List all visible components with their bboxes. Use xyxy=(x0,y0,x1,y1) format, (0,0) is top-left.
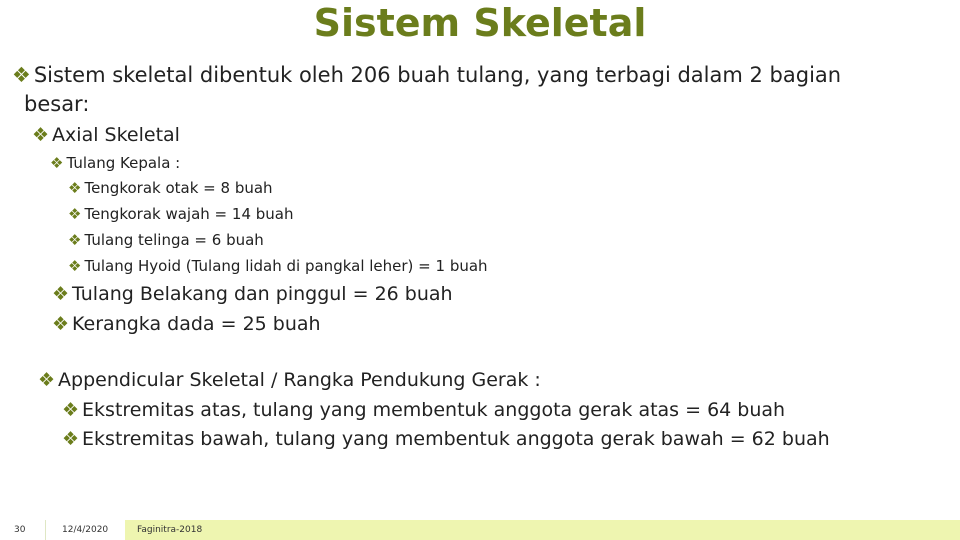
list-item xyxy=(68,178,273,198)
belakang-bullet xyxy=(52,282,453,306)
slide-author: Faginitra-2018 xyxy=(125,520,960,540)
list-item-text: Tulang Hyoid (Tulang lidah di pangkal leher) = 1 buah xyxy=(84,257,488,275)
appendicular-label: Appendicular Skeletal / Rangka Pendukung Gerak : xyxy=(58,369,541,391)
diamond-bullet-icon: ❖ xyxy=(52,283,70,305)
diamond-bullet-icon: ❖ xyxy=(38,369,56,391)
dada-text: Kerangka dada = 25 buah xyxy=(72,313,321,335)
intro-text-line1: Sistem skeletal dibentuk oleh 206 buah tulang, yang terbagi dalam 2 bagian xyxy=(33,63,842,87)
list-item xyxy=(62,398,785,422)
intro-text-line2: besar: xyxy=(24,92,90,116)
appendicular-bullet xyxy=(38,368,541,392)
axial-bullet xyxy=(32,123,180,147)
intro-bullet xyxy=(12,62,841,89)
list-item xyxy=(62,427,830,451)
belakang-text: Tulang Belakang dan pinggul = 26 buah xyxy=(72,283,453,305)
slide-number: 30 xyxy=(14,525,26,535)
diamond-bullet-icon: ❖ xyxy=(62,428,80,450)
slide-footer xyxy=(0,520,960,540)
diamond-bullet-icon: ❖ xyxy=(52,313,70,335)
axial-label: Axial Skeletal xyxy=(52,124,180,146)
dada-bullet xyxy=(52,312,321,336)
list-item-text: Ekstremitas atas, tulang yang membentuk anggota gerak atas = 64 buah xyxy=(82,399,786,421)
diamond-bullet-icon: ❖ xyxy=(68,179,82,197)
list-item-text: Tengkorak otak = 8 buah xyxy=(84,179,273,197)
list-item-text: Tengkorak wajah = 14 buah xyxy=(84,205,294,223)
slide-title: Sistem Skeletal xyxy=(313,1,647,45)
list-item-text: Ekstremitas bawah, tulang yang membentuk anggota gerak bawah = 62 buah xyxy=(82,428,830,450)
kepala-label: Tulang Kepala : xyxy=(66,154,181,172)
diamond-bullet-icon: ❖ xyxy=(32,124,50,146)
diamond-bullet-icon: ❖ xyxy=(68,205,82,223)
list-item xyxy=(68,230,264,250)
list-item xyxy=(68,256,488,276)
diamond-bullet-icon: ❖ xyxy=(68,231,82,249)
kepala-bullet xyxy=(50,153,180,173)
diamond-bullet-icon: ❖ xyxy=(62,399,80,421)
diamond-bullet-icon: ❖ xyxy=(50,154,64,172)
list-item-text: Tulang telinga = 6 buah xyxy=(84,231,264,249)
slide-date: 12/4/2020 xyxy=(45,520,120,540)
diamond-bullet-icon: ❖ xyxy=(12,63,31,87)
diamond-bullet-icon: ❖ xyxy=(68,257,82,275)
list-item xyxy=(68,204,293,224)
